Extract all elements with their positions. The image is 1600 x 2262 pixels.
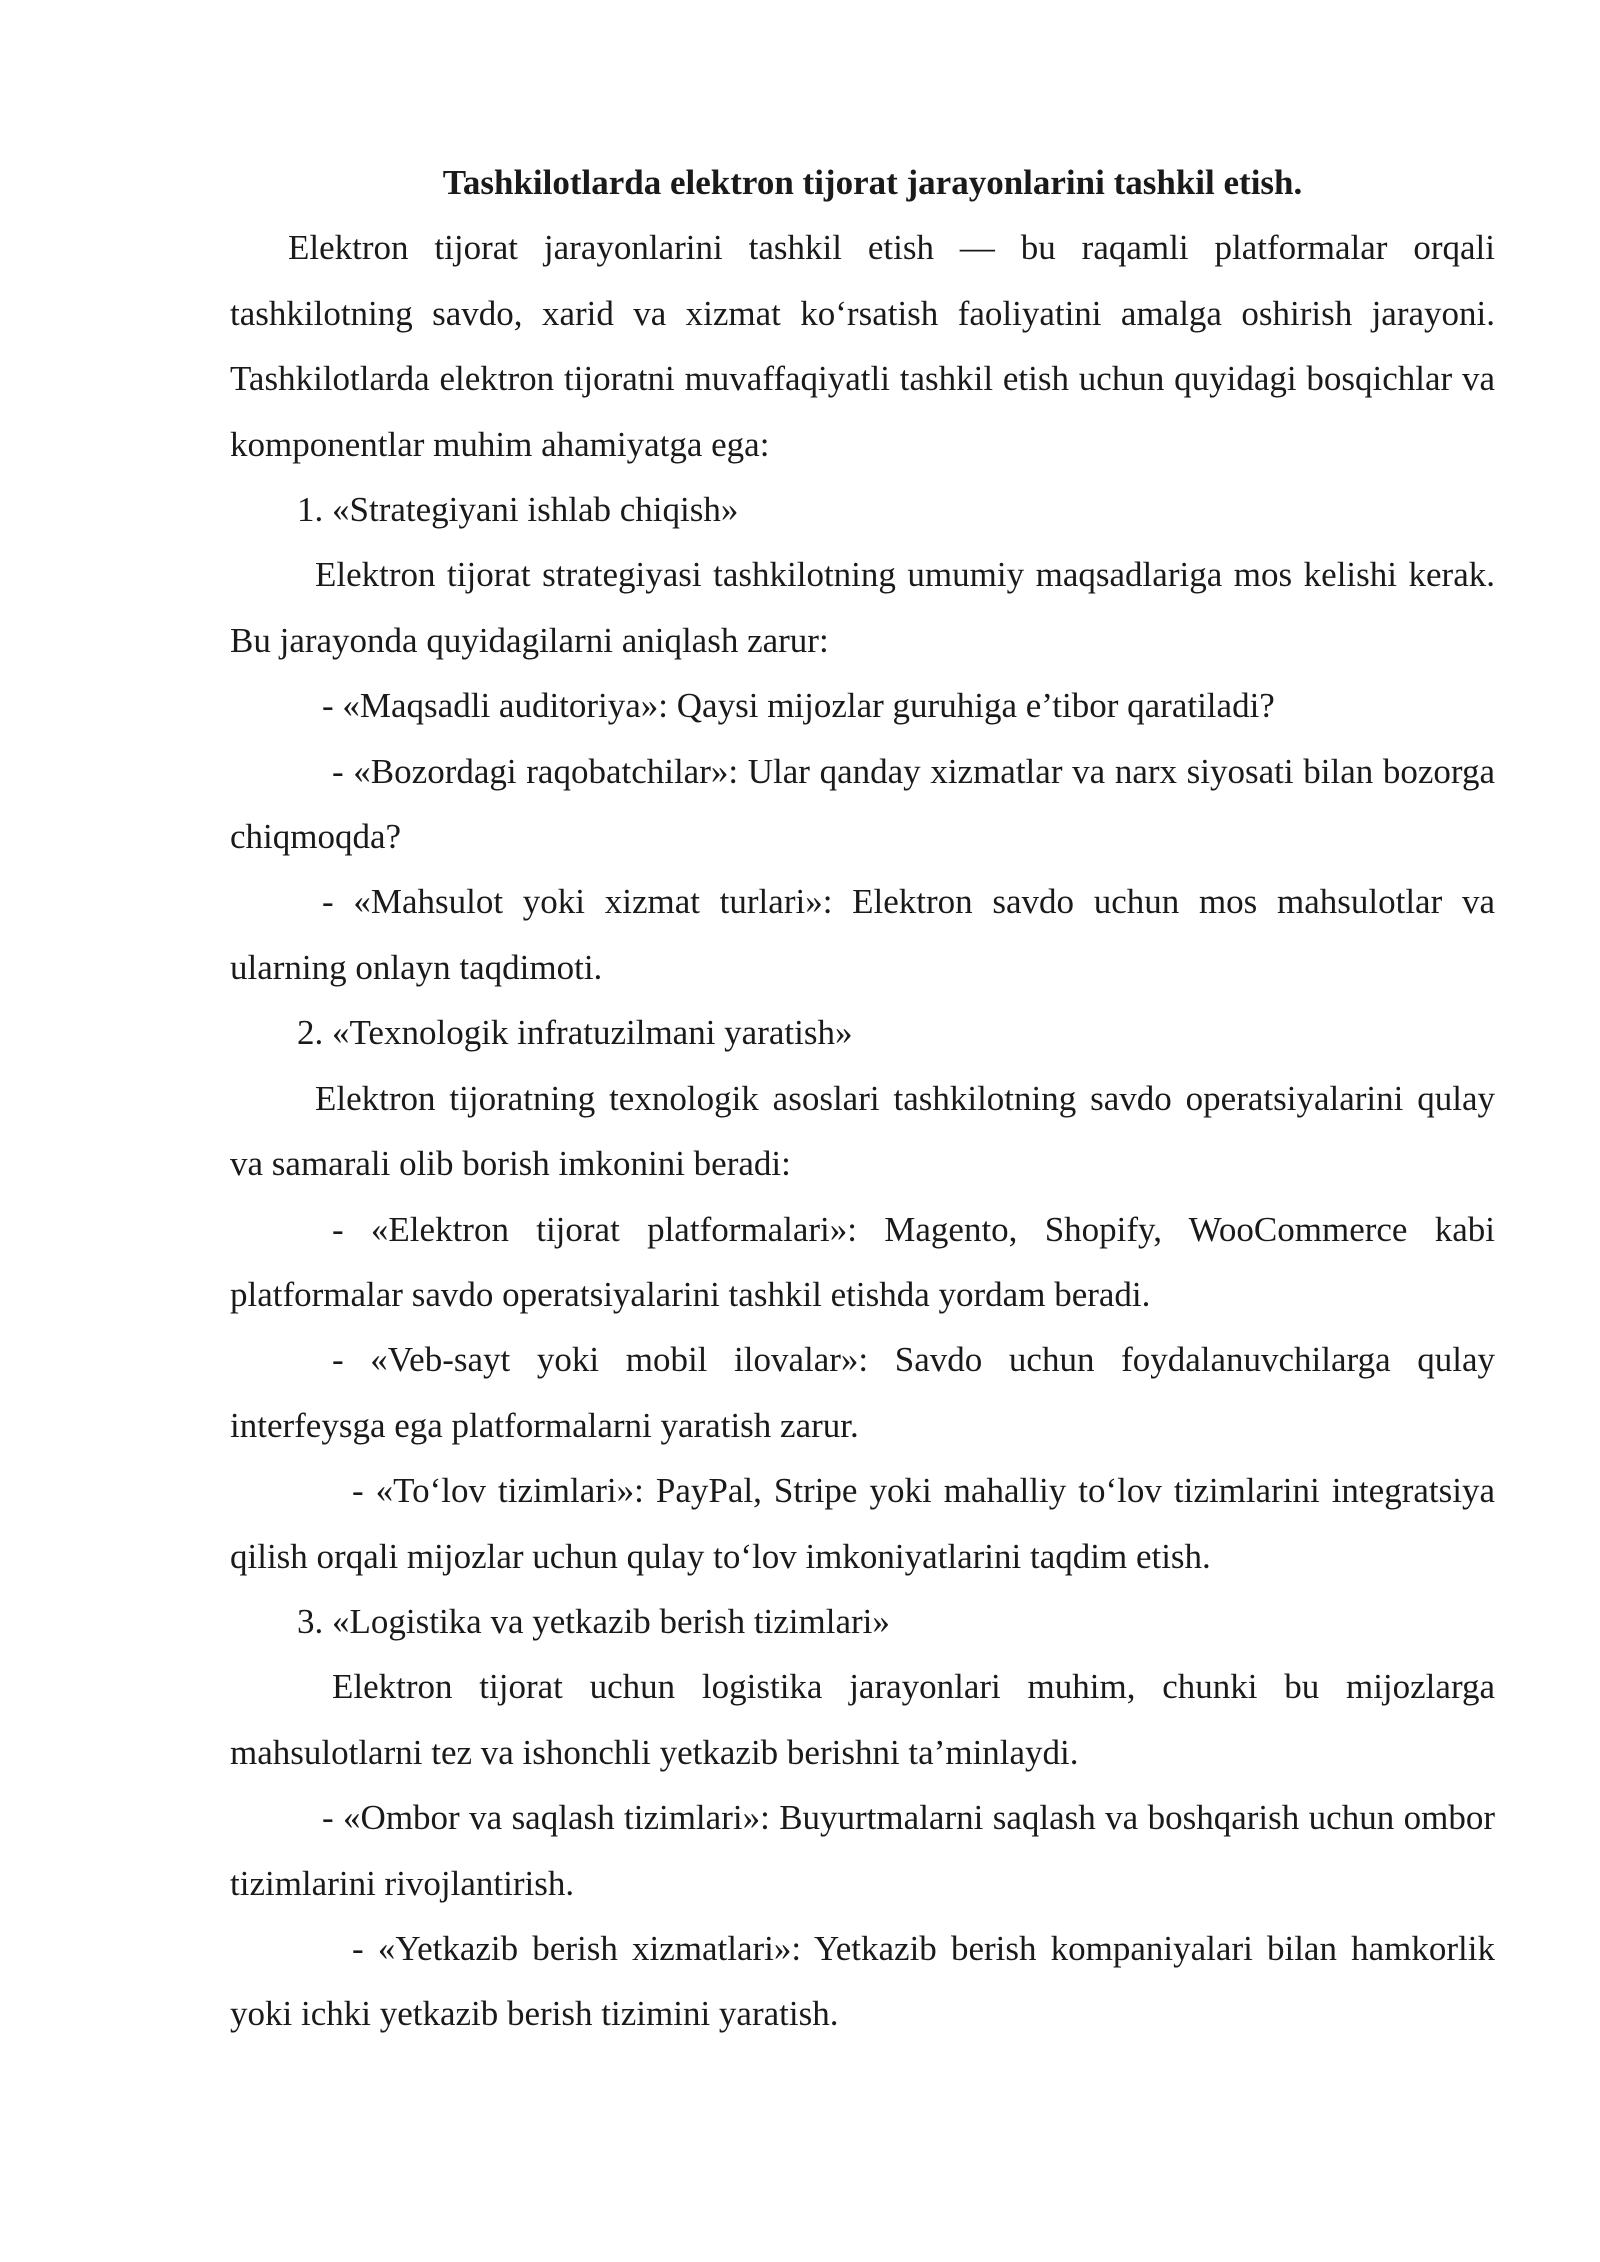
section-heading-logistics: 3. «Logistika va yetkazib berish tizimlari» [297, 1601, 890, 1641]
list-item-platforms: - «Elektron tijorat platformalari»: Magento, Shopify, WooCommerce kabi platformalar savdo operatsiyalarini tashkil etishda yordam beradi. [230, 1209, 1495, 1314]
section-body-logistics: Elektron tijorat uchun logistika jarayonlari muhim, chunki bu mijozlarga mahsulotlarni tez va ishonchli yetkazib berishni ta’minlaydi. [230, 1667, 1495, 1772]
section-heading-strategy: 1. «Strategiyani ishlab chiqish» [297, 490, 739, 530]
list-item-competitors: - «Bozordagi raqobatchilar»: Ular qanday xizmatlar va narx siyosati bilan bozorga chiqmoqda? [230, 751, 1495, 857]
list-item-payment-systems: - «To‘lov tizimlari»: PayPal, Stripe yoki mahalliy to‘lov tizimlarini integratsiya qilish orqali mijozlar uchun qulay to‘lov imkoniyatlarini taqdim etish. [230, 1471, 1495, 1576]
intro-paragraph: Elektron tijorat jarayonlarini tashkil etish — bu raqamli platformalar orqali tashkilotning savdo, xarid va xizmat ko‘rsatish faoliyatini amalga oshirish jarayoni. Tashkilotlarda elektron tijoratni muvaffaqiyatli tashkil etish uchun quyidagi bosqichlar va komponentlar muhim ahamiyatga ega: [230, 228, 1495, 464]
list-item-target-audience: - «Maqsadli auditoriya»: Qaysi mijozlar guruhiga e’tibor qaratiladi? [322, 686, 1275, 726]
list-item-websites-apps: - «Veb-sayt yoki mobil ilovalar»: Savdo uchun foydalanuvchilarga qulay interfeysga ega platformalarni yaratish zarur. [230, 1340, 1495, 1445]
section-body-strategy: Elektron tijorat strategiyasi tashkilotning umumiy maqsadlariga mos kelishi kerak. Bu jarayonda quyidagilarni aniqlash zarur: [230, 555, 1495, 660]
document-page [230, 150, 1495, 2047]
section-heading-technology: 2. «Texnologik infratuzilmani yaratish» [297, 1013, 853, 1053]
list-item-delivery-services: - «Yetkazib berish xizmatlari»: Yetkazib berish kompaniyalari bilan hamkorlik yoki ichki yetkazib berish tizimini yaratish. [230, 1928, 1495, 2034]
list-item-warehouse: - «Ombor va saqlash tizimlari»: Buyurtmalarni saqlash va boshqarish uchun ombor tizimlarini rivojlantirish. [230, 1798, 1495, 1903]
section-body-technology: Elektron tijoratning texnologik asoslari tashkilotning savdo operatsiyalarini qulay va samarali olib borish imkonini beradi: [230, 1078, 1495, 1184]
list-item-product-types: - «Mahsulot yoki xizmat turlari»: Elektron savdo uchun mos mahsulotlar va ularning onlayn taqdimoti. [230, 882, 1495, 987]
document-title: Tashkilotlarda elektron tijorat jarayonlarini tashkil etish. [442, 163, 1303, 202]
